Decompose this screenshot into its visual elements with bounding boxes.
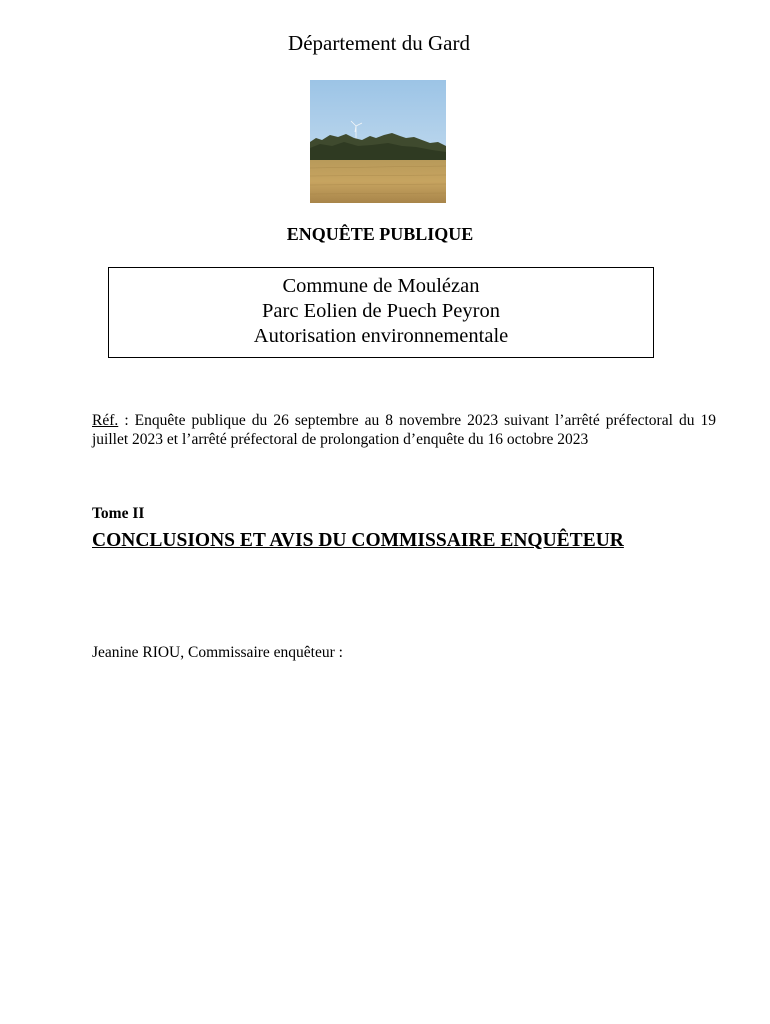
section-heading: ENQUÊTE PUBLIQUE — [286, 224, 474, 244]
signature-line: Jeanine RIOU, Commissaire enquêteur : — [92, 644, 343, 661]
reference-text: : Enquête publique du 26 septembre au 8 novembre 2023 suivant l’arrêté préfectoral du 19 juillet 2023 et l’arrêté préfectoral de prolongation d’enquête du 16 octobre 2023 — [92, 412, 716, 448]
department-title: Département du Gard — [288, 31, 470, 55]
project-name: Parc Eolien de Puech Peyron — [262, 300, 500, 322]
reference-paragraph — [92, 411, 716, 449]
wind-farm-field-photo-icon — [310, 80, 446, 203]
reference-label: Réf. — [92, 412, 119, 429]
document-title: CONCLUSIONS ET AVIS DU COMMISSAIRE ENQUÊTEUR — [92, 530, 624, 551]
project-commune: Commune de Moulézan — [282, 275, 480, 297]
project-procedure: Autorisation environnementale — [253, 325, 509, 347]
volume-label: Tome II — [92, 505, 145, 522]
project-box — [108, 267, 654, 358]
cover-photo — [310, 80, 446, 203]
